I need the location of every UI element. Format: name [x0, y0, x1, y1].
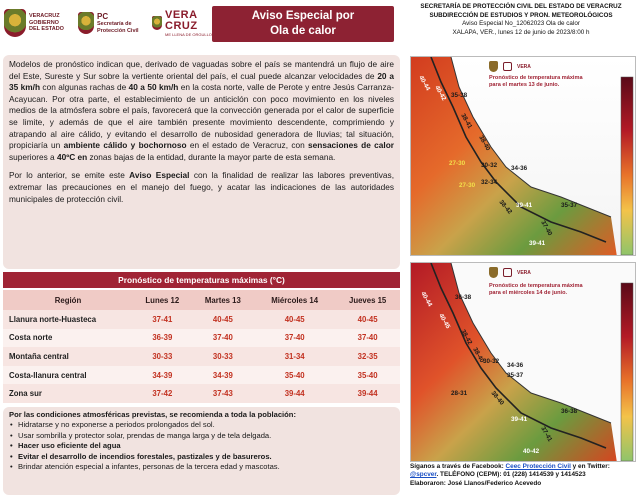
- temp-label: 32-34: [481, 179, 498, 186]
- table-row: [3, 310, 400, 329]
- page-title: [212, 6, 394, 42]
- temperature-value: 37-41: [133, 310, 192, 329]
- column-header: Martes 13: [192, 290, 254, 310]
- table-row: [3, 384, 400, 403]
- intro-text: [3, 55, 400, 269]
- temp-label: 39-41: [516, 202, 533, 209]
- temp-label: 28-31: [451, 390, 468, 397]
- temp-label: 37-41: [539, 425, 554, 443]
- temp-label: 34-36: [511, 165, 528, 172]
- temperature-value: 30-33: [133, 347, 192, 366]
- region-name: Llanura norte-Huasteca: [3, 310, 133, 329]
- temp-label: 40-45: [437, 312, 452, 330]
- coat-of-arms-icon: [78, 12, 94, 34]
- recommendations: [3, 407, 400, 495]
- caption-line: para el martes 13 de junio.: [489, 82, 560, 88]
- logo-text: VERA: [165, 8, 198, 21]
- temperature-value: 37-42: [133, 384, 192, 403]
- temperature-value: 34-39: [192, 366, 254, 385]
- logo-text: PC: [97, 12, 109, 21]
- table-header-row: [3, 290, 400, 310]
- temp-label: 35-37: [561, 202, 578, 209]
- temp-label: 34-36: [507, 362, 524, 369]
- temp-label: 40-42: [433, 84, 448, 102]
- temperature-value: 37-43: [192, 384, 254, 403]
- temp-label: 39-41: [529, 240, 546, 247]
- temp-label: 36-38: [455, 294, 472, 301]
- map-logos: [489, 61, 531, 72]
- title-line: Aviso Especial por: [251, 10, 355, 22]
- temperature-value: 39-44: [254, 384, 335, 403]
- table-row: [3, 329, 400, 348]
- flag-icon: [152, 16, 162, 30]
- header: [0, 0, 640, 48]
- caption-line: para el miércoles 14 de junio.: [489, 290, 568, 296]
- pc-icon: [503, 268, 512, 277]
- twitter-link[interactable]: @spcver: [410, 471, 437, 479]
- coat-of-arms-icon: [4, 9, 26, 37]
- recommendations-heading: Por las condiciones atmosféricas previstas, se recomienda a toda la población:: [9, 410, 296, 419]
- authors-line: Elaboraron: José Llanos/Federico Acevedo: [410, 479, 542, 487]
- table-row: [3, 347, 400, 366]
- temp-label: 38-40: [489, 389, 506, 407]
- table-row: [3, 366, 400, 385]
- map-caption: [489, 283, 617, 297]
- temp-label: 40-44: [419, 290, 434, 308]
- column-header: Miércoles 14: [254, 290, 335, 310]
- temp-label: 37-40: [539, 219, 554, 237]
- temperature-value: 32-35: [335, 347, 400, 366]
- pc-icon: [503, 62, 512, 71]
- temp-label: 38-42: [497, 198, 514, 216]
- veracruz-gobierno-logo: [4, 6, 64, 40]
- temp-label: 36-38: [561, 408, 578, 415]
- temp-label: 38-40: [477, 134, 492, 152]
- caption-line: Pronóstico de temperatura máxima: [489, 283, 583, 289]
- vera-logo-text: VERA: [517, 269, 531, 276]
- caption-line: Pronóstico de temperatura máxima: [489, 75, 583, 81]
- temperature-value: 30-33: [192, 347, 254, 366]
- map-caption: [489, 75, 617, 89]
- temp-label: 38-40: [471, 346, 486, 364]
- temperature-map-tuesday: [410, 56, 636, 256]
- color-scale-bar: [621, 283, 633, 461]
- logo-text: Protección Civil: [97, 27, 139, 34]
- temperature-value: 35-40: [335, 366, 400, 385]
- vera-cruz-logo: [152, 6, 212, 40]
- temperature-value: 36-39: [133, 329, 192, 348]
- agency-block: [405, 3, 637, 37]
- temperature-value: 35-40: [254, 366, 335, 385]
- temp-label: 38-42: [459, 328, 474, 346]
- vera-logo-text: VERA: [517, 63, 531, 70]
- region-name: Costa-llanura central: [3, 366, 133, 385]
- column-header: Lunes 12: [133, 290, 192, 310]
- region-name: Montaña central: [3, 347, 133, 366]
- temp-label: 27-30: [449, 160, 466, 167]
- coat-of-arms-icon: [489, 61, 498, 72]
- temperature-value: 31-34: [254, 347, 335, 366]
- temp-label: 30-32: [483, 358, 500, 365]
- recommendations-list: [9, 420, 394, 472]
- logo-text: DEL ESTADO: [29, 26, 64, 33]
- column-header: Jueves 15: [335, 290, 400, 310]
- list-item: • Evitar el desarrollo de incendios forestales, pastizales y de basureros.: [9, 452, 394, 462]
- social-line: Síganos a través de Facebook: Ceec Protección Civil y en Twitter:: [410, 463, 610, 470]
- temperature-value: 37-40: [192, 329, 254, 348]
- list-item: • Hacer uso eficiente del agua: [9, 441, 394, 451]
- temperature-value: 40-45: [335, 310, 400, 329]
- temperature-value: 34-39: [133, 366, 192, 385]
- table-title: Pronóstico de temperaturas máximas (°C): [3, 272, 400, 288]
- temperature-table: [3, 272, 400, 404]
- facebook-link[interactable]: Ceec Protección Civil: [505, 463, 571, 470]
- temp-label: 38-41: [459, 112, 474, 130]
- logo-text: Secretaría de: [97, 21, 132, 27]
- temp-label: 35-37: [507, 372, 524, 379]
- color-scale-bar: [621, 77, 633, 255]
- temp-label: 35-38: [451, 92, 468, 99]
- phone-line: @spcver. TELÉFONO (CEPM): 01 (228) 1414539 y 1414523: [410, 471, 586, 479]
- temp-label: 40-44: [417, 74, 432, 92]
- list-item: • Hidratarse y no exponerse a periodos prolongados del sol.: [9, 420, 394, 430]
- region-name: Costa norte: [3, 329, 133, 348]
- temperature-value: 37-40: [335, 329, 400, 348]
- notice-number: Aviso Especial No_12062023 Ola de calor: [462, 20, 580, 28]
- temp-label: 40-42: [523, 448, 540, 455]
- logo-text: VERACRUZ: [29, 13, 60, 20]
- temp-label: 30-32: [481, 162, 498, 169]
- list-item: • Brindar atención especial a infantes, personas de la tercera edad y mascotas.: [9, 462, 394, 472]
- intro-paragraph: Por lo anterior, se emite este Aviso Especial con la finalidad de realizar las labores preventivas, extremar las precauciones en el manejo del fuego, y acatar las indicaciones de las autoridades municipales de protección civil.: [9, 170, 394, 204]
- temp-label: 27-30: [459, 182, 476, 189]
- intro-paragraph: Modelos de pronóstico indican que, derivado de vaguadas sobre el país se mantendrá un flujo de aire del Este, Sureste y Sur sobre la vertiente oriental del país, el cual puede alcanzar velocidades de 20 a 35 km/h con algunas rachas de 40 a 50 km/h en la costa norte, valle de Perote y entre Jesús Carranza-Acayucan. Por otra parte, el establecimiento de un anticiclón con poco movimiento en los niveles medios de la atmósfera sobre el país, favorecerá que la convección generada por el calor de superficie se limite, y además de que el aire también presente movimiento descendente, comprimiendo y atrapando al aire cálido, y evitando el desarrollo de nubosidad generadora de lluvias; tal situación, propiciaría un ambiente cálido y bochornoso en el estado de Veracruz, con sensaciones de calor superiores a 40ºC en zonas bajas de la entidad, durante la mayor parte de esta semana.: [9, 59, 394, 162]
- title-line: Ola de calor: [270, 25, 336, 37]
- contact-footer: [410, 463, 638, 488]
- logo-text: ME LLENA DE ORGULLO: [165, 31, 212, 37]
- temperature-value: 40-45: [254, 310, 335, 329]
- column-header: Región: [3, 290, 133, 310]
- agency-name: SECRETARÍA DE PROTECCIÓN CIVIL DEL ESTADO DE VERACRUZ: [420, 3, 622, 10]
- temperature-value: 40-45: [192, 310, 254, 329]
- temp-label: 39-41: [511, 416, 528, 423]
- proteccion-civil-logo: [78, 6, 139, 40]
- notice-date: XALAPA, VER., lunes 12 de junio de 2023/8:00 h: [452, 28, 590, 36]
- agency-subdivision: SUBDIRECCIÓN DE ESTUDIOS Y PRON. METEOROLÓGICOS: [429, 11, 613, 19]
- map-logos: [489, 267, 531, 278]
- temperature-map-wednesday: [410, 262, 636, 462]
- list-item: • Usar sombrilla y protector solar, prendas de manga larga y de tela delgada.: [9, 431, 394, 441]
- region-name: Zona sur: [3, 384, 133, 403]
- temperature-value: 37-40: [254, 329, 335, 348]
- coat-of-arms-icon: [489, 267, 498, 278]
- temperature-value: 39-44: [335, 384, 400, 403]
- logo-text: GOBIERNO: [29, 19, 59, 26]
- logo-text: CRUZ: [165, 19, 198, 32]
- forecast-table: [3, 290, 400, 403]
